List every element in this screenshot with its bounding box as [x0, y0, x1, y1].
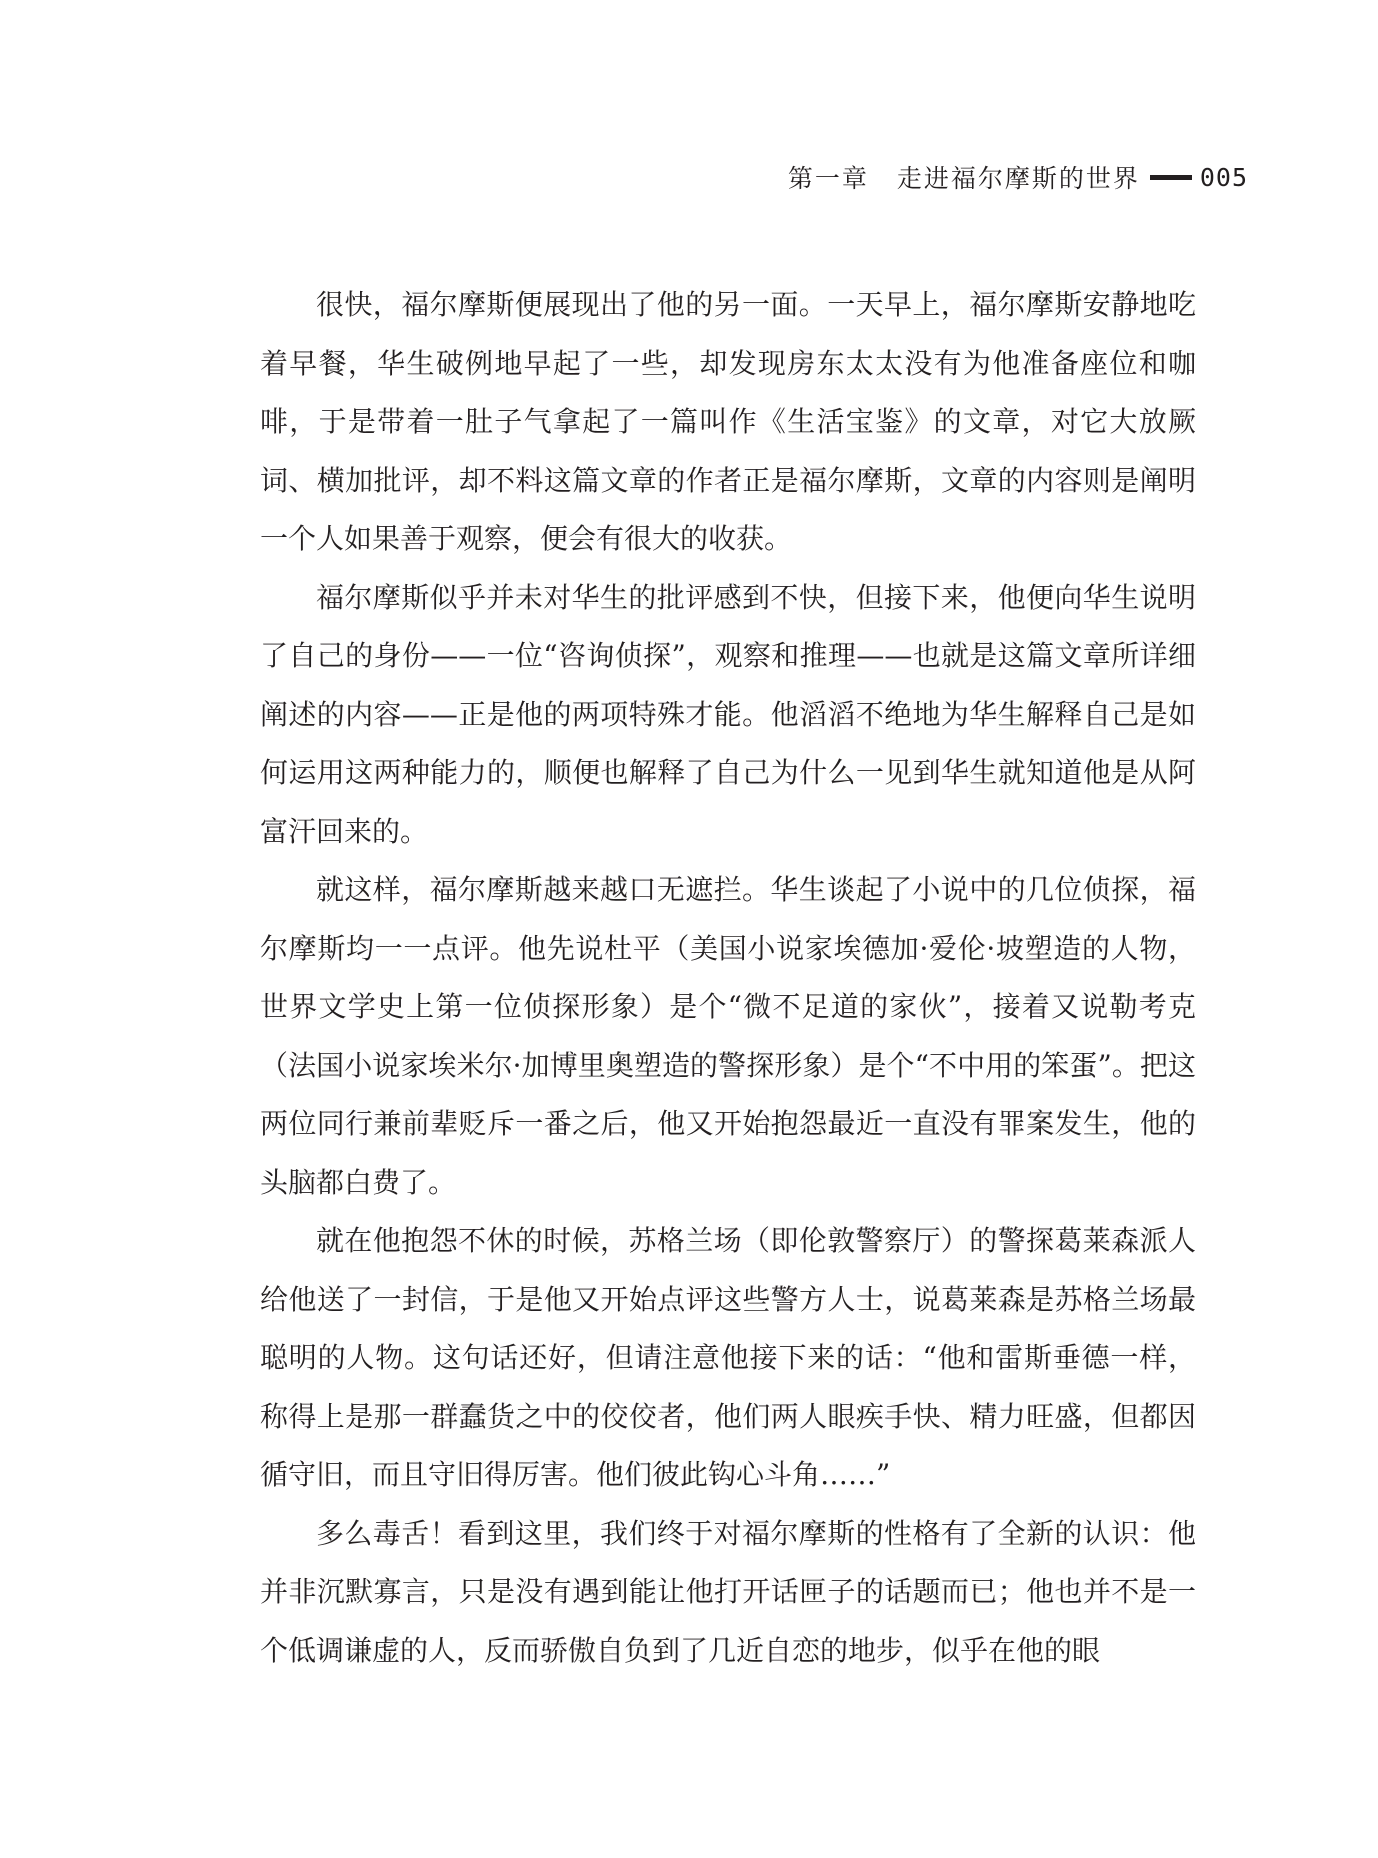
running-head: [788, 160, 1248, 194]
paragraph: 很快，福尔摩斯便展现出了他的另一面。一天早上，福尔摩斯安静地吃着早餐，华生破例地早起了一些，却发现房东太太没有为他准备座位和咖啡，于是带着一肚子气拿起了一篇叫作《生活宝鉴》的文章，对它大放厥词、横加批评，却不料这篇文章的作者正是福尔摩斯，文章的内容则是阐明一个人如果善于观察，便会有很大的收获。: [260, 288, 1196, 555]
chapter-title: 走进福尔摩斯的世界: [896, 164, 1140, 193]
page-number: 005: [1199, 162, 1248, 192]
header-rule: [1150, 175, 1192, 180]
paragraph: 多么毒舌！看到这里，我们终于对福尔摩斯的性格有了全新的认识：他并非沉默寡言，只是没有遇到能让他打开话匣子的话题而已；他也并不是一个低调谦虚的人，反而骄傲自负到了几近自恋的地步，似乎在他的眼: [260, 1516, 1196, 1667]
paragraph: 就这样，福尔摩斯越来越口无遮拦。华生谈起了小说中的几位侦探，福尔摩斯均一一点评。他先说杜平（美国小说家埃德加·爱伦·坡塑造的人物，世界文学史上第一位侦探形象）是个“微不足道的家伙”，接着又说勒考克（法国小说家埃米尔·加博里奥塑造的警探形象）是个“不中用的笨蛋”。把这两位同行兼前辈贬斥一番之后，他又开始抱怨最近一直没有罪案发生，他的头脑都白费了。: [260, 873, 1196, 1199]
paragraph: 福尔摩斯似乎并未对华生的批评感到不快，但接下来，他便向华生说明了自己的身份——一位“咨询侦探”，观察和推理——也就是这篇文章所详细阐述的内容——正是他的两项特殊才能。他滔滔不绝地为华生解释自己是如何运用这两种能力的，顺便也解释了自己为什么一见到华生就知道他是从阿富汗回来的。: [260, 580, 1196, 848]
chapter-label: 第一章: [787, 164, 869, 193]
body-text: [260, 276, 1196, 1680]
paragraph: 就在他抱怨不休的时候，苏格兰场（即伦敦警察厅）的警探葛莱森派人给他送了一封信，于是他又开始点评这些警方人士，说葛莱森是苏格兰场最聪明的人物。这句话还好，但请注意他接下来的话：“他和雷斯垂德一样，称得上是那一群蠢货之中的佼佼者，他们两人眼疾手快、精力旺盛，但都因循守旧，而且守旧得厉害。他们彼此钩心斗角……”: [260, 1224, 1196, 1491]
